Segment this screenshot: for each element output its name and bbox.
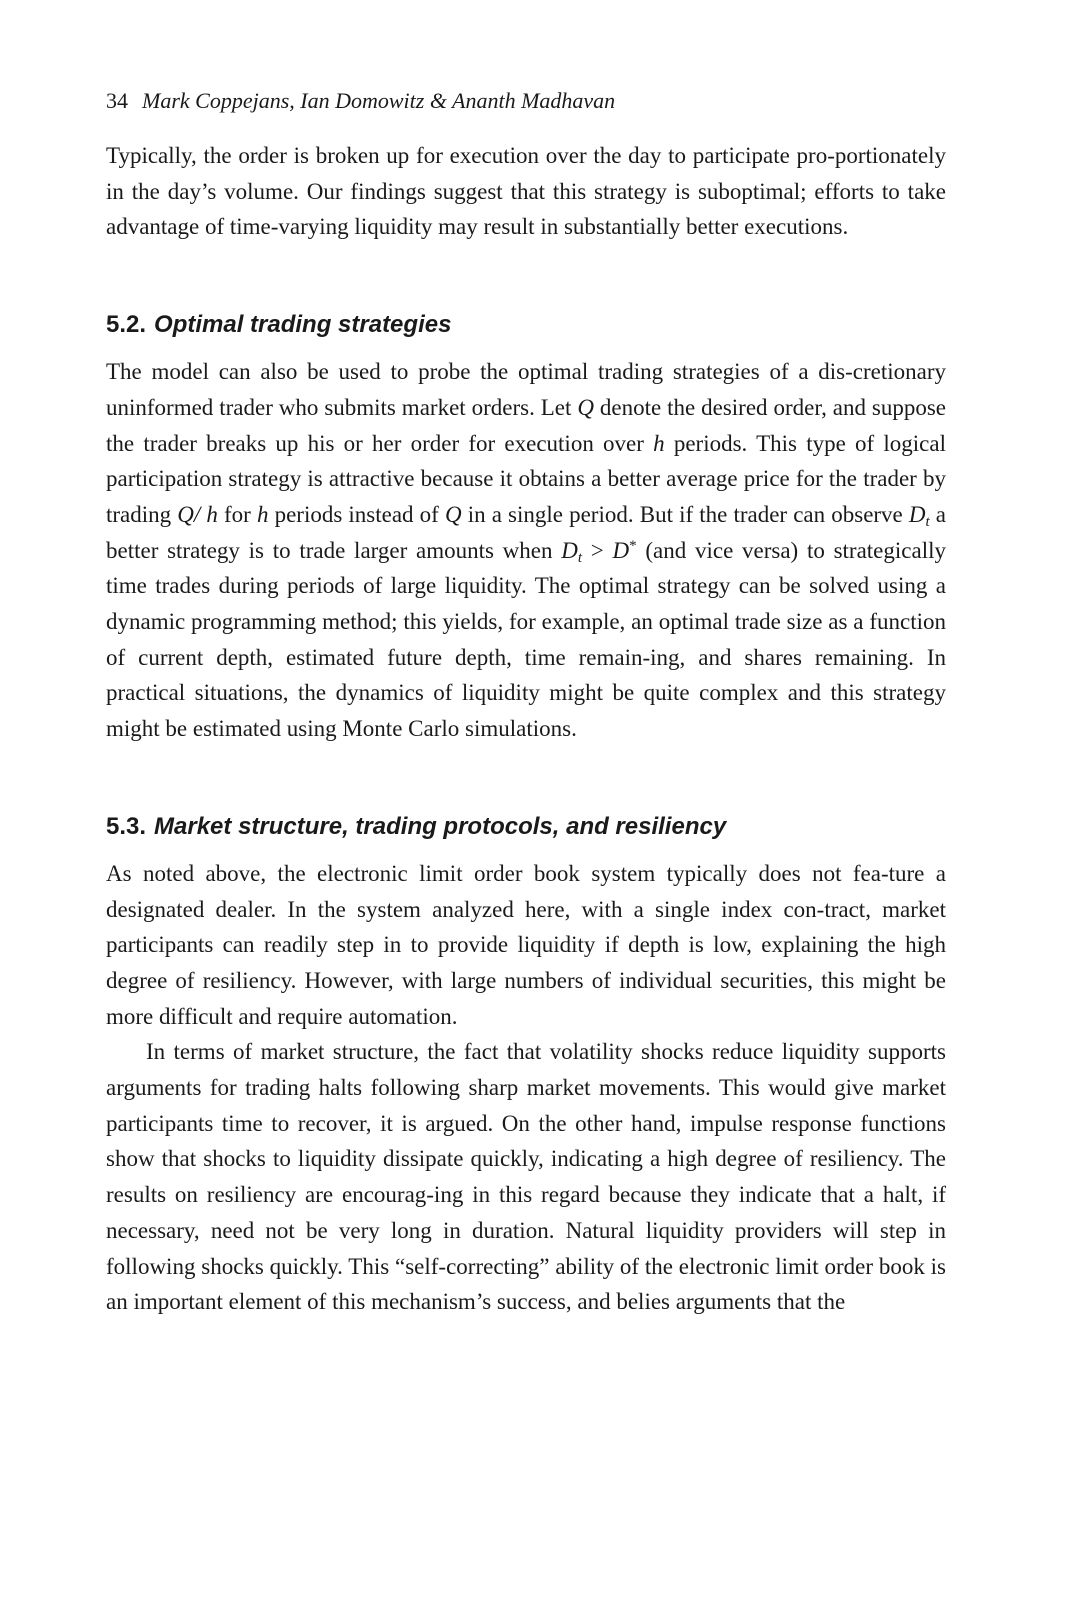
math-d-t: D [908,501,926,527]
math-q-over-h: Q/ h [177,501,218,527]
section-heading-5-3 [106,810,946,844]
math-q: Q [577,394,594,420]
section-number: 5.2. [106,311,147,339]
section-5-2-paragraph: The model can also be used to probe the optimal trading strategies of a dis-cretionary uninformed trader who submits market orders. Let Q denote the desired order, and suppose the trader breaks up his or her order for execution over h periods. This type of logical participation strategy is attractive because it obtains a better average price for the trader by trading Q/ h for h periods instead of Q in a single period. But if the trader can observe $D_t$ a better strategy is to trade larger amounts when $D_t > D^*$ (and vice versa) to strategically time trades during periods of large liquidity. The optimal strategy can be solved using a dynamic programming method; this yields, for example, an optimal trade size as a function of current depth, estimated future depth, time remain-ing, and shares remaining. In practical situations, the dynamics of liquidity might be quite complex and this strategy might be estimated using Monte Carlo simulations. [106,359,947,742]
math-h: h [653,430,665,456]
math-d-star: D [612,537,630,563]
section-5-3-paragraph-1: As noted above, the electronic limit order book system typically does not fea-ture a designated dealer. In the system analyzed here, with a single index con-tract, market participants can readily step in to provide liquidity if depth is low, explaining the high degree of resiliency. However, with large numbers of individual securities, this might be more difficult and require automation. [106,860,946,1029]
section-title: Optimal trading strategies [154,311,452,339]
page-content [106,84,946,1320]
math-h: h [256,501,269,527]
intro-paragraph: Typically, the order is broken up for execution over the day to participate pro-portionately in the day’s volume. Our findings suggest that this strategy is suboptimal; efforts to take advantage of time-varying liquidity may result in substantially better executions. [106,143,946,240]
running-head-authors: Mark Coppejans, Ian Domowitz & Ananth Madhavan [142,88,616,113]
section-title: Market structure, trading protocols, and resiliency [154,812,727,840]
math-q: Q [444,501,462,527]
page-number: 34 [106,88,128,113]
running-head [106,84,946,118]
math-d-t: D [561,537,578,563]
section-heading-5-2 [106,308,946,342]
section-5-3-paragraph-2: In terms of market structure, the fact that volatility shocks reduce liquidity supports arguments for trading halts following sharp market movements. This would give market participants time to recover, it is argued. On the other hand, impulse response functions show that shocks to liquidity dissipate quickly, indicating a high degree of resiliency. The results on resiliency are encourag-ing in this regard because they indicate that a halt, if necessary, need not be very long in duration. Natural liquidity providers will step in following shocks quickly. This “self-correcting” ability of the electronic limit order book is an important element of this mechanism’s success, and belies arguments that the [106,1039,946,1315]
math-greater-than: > [582,537,613,563]
section-number: 5.3. [106,812,147,840]
